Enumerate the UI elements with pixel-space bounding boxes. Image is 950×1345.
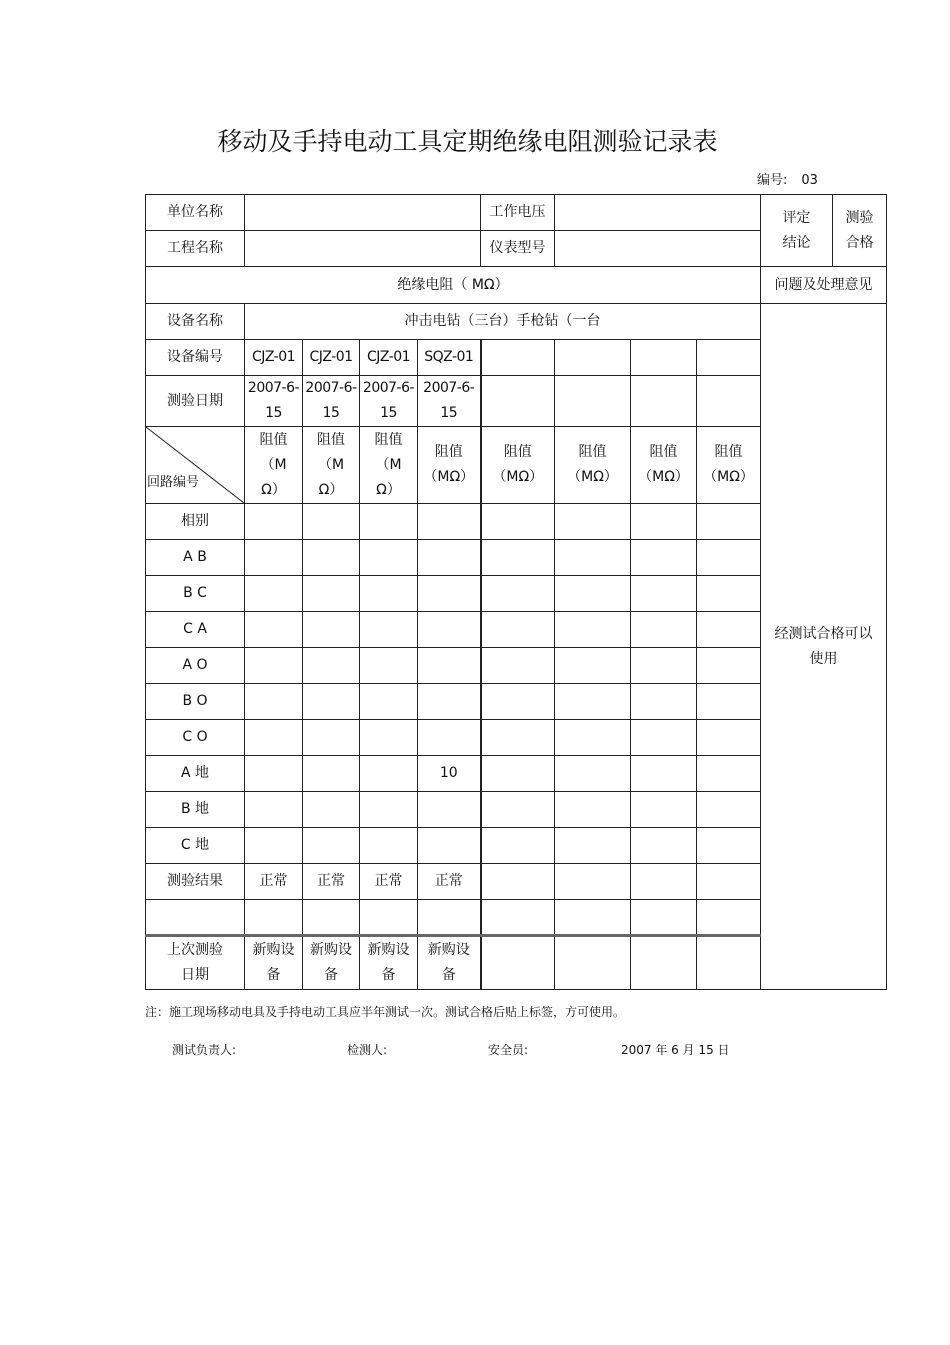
measurement-cell[interactable] <box>555 504 631 540</box>
measurement-cell[interactable] <box>360 504 418 540</box>
unit-header-text: 阻值（MΩ） <box>492 444 544 485</box>
measurement-cell[interactable] <box>697 756 761 792</box>
device-name-value[interactable]: 冲击电钻（三台）手枪钻（一台 <box>245 304 761 340</box>
unit-header-cell <box>481 427 555 504</box>
measurement-cell[interactable] <box>418 612 481 648</box>
row-label: C O <box>146 720 245 756</box>
test-date-cell[interactable] <box>555 376 631 427</box>
measurement-cell[interactable] <box>303 684 360 720</box>
device-number-cell[interactable]: SQZ-01 <box>418 340 481 376</box>
measurement-cell[interactable] <box>555 648 631 684</box>
measurement-cell[interactable] <box>245 648 303 684</box>
document-number-value: 03 <box>801 173 818 188</box>
measurement-cell[interactable] <box>481 504 555 540</box>
unit-header-text: 阻值（MΩ） <box>638 444 689 485</box>
measurement-cell[interactable] <box>697 684 761 720</box>
diagonal-line <box>146 427 244 503</box>
measurement-cell[interactable] <box>418 540 481 576</box>
measurement-cell[interactable]: 10 <box>418 756 481 792</box>
unit-header-cell <box>631 427 697 504</box>
device-number-cell[interactable] <box>631 340 697 376</box>
unit-header-cell <box>303 427 360 504</box>
measurement-cell[interactable] <box>555 756 631 792</box>
test-date-cell[interactable] <box>245 376 303 427</box>
unit-header-text: 阻值（MΩ） <box>423 444 475 485</box>
device-number-cell[interactable] <box>555 340 631 376</box>
device-number-label: 设备编号 <box>146 340 245 376</box>
remark-cell <box>761 304 887 990</box>
last-test-cell[interactable] <box>360 936 418 990</box>
unit-header-cell <box>418 427 481 504</box>
measurement-cell[interactable] <box>360 540 418 576</box>
last-test-cell[interactable] <box>481 936 555 990</box>
device-number-cell[interactable]: CJZ-01 <box>245 340 303 376</box>
measurement-cell[interactable] <box>245 792 303 828</box>
document-number <box>757 169 818 188</box>
measurement-cell[interactable] <box>555 792 631 828</box>
measurement-cell[interactable] <box>360 648 418 684</box>
measurement-cell[interactable] <box>245 756 303 792</box>
row-label: 相别 <box>146 504 245 540</box>
measurement-cell[interactable] <box>245 576 303 612</box>
device-number-cell[interactable]: CJZ-01 <box>303 340 360 376</box>
measurement-cell[interactable] <box>245 504 303 540</box>
issues-header: 问题及处理意见 <box>761 267 887 304</box>
unit-header-cell <box>555 427 631 504</box>
last-test-value: 新购设备 <box>427 942 470 983</box>
unit-header-cell <box>697 427 761 504</box>
test-date-cell[interactable] <box>303 376 360 427</box>
measurement-cell[interactable]: 正常 <box>360 864 418 900</box>
measurement-cell[interactable] <box>418 504 481 540</box>
safety-officer-signature: 安全员: <box>488 1043 529 1057</box>
unit-name-field[interactable] <box>245 195 481 231</box>
measurement-cell[interactable] <box>555 864 631 900</box>
measurement-cell[interactable] <box>481 648 555 684</box>
measurement-cell[interactable] <box>245 900 303 936</box>
device-name-label: 设备名称 <box>146 304 245 340</box>
unit-header-cell <box>245 427 303 504</box>
measurement-cell[interactable] <box>245 540 303 576</box>
measurement-cell[interactable] <box>245 612 303 648</box>
project-name-field[interactable] <box>245 231 481 267</box>
measurement-cell[interactable] <box>697 828 761 864</box>
unit-name-label: 单位名称 <box>146 195 245 231</box>
measurement-cell[interactable]: 正常 <box>418 864 481 900</box>
header-row-1 <box>146 195 887 231</box>
measurement-cell[interactable] <box>418 720 481 756</box>
evaluation-value: 测验合格 <box>833 195 887 267</box>
measurement-cell[interactable] <box>303 540 360 576</box>
last-test-cell[interactable] <box>555 936 631 990</box>
unit-header-text: 阻值（MΩ） <box>703 444 754 485</box>
work-voltage-field[interactable] <box>555 195 761 231</box>
measurement-cell[interactable] <box>303 756 360 792</box>
measurement-cell[interactable] <box>418 792 481 828</box>
work-voltage-label: 工作电压 <box>481 195 555 231</box>
measurement-cell[interactable] <box>481 576 555 612</box>
measurement-cell[interactable] <box>303 648 360 684</box>
measurement-cell[interactable] <box>697 648 761 684</box>
measurement-cell[interactable] <box>360 828 418 864</box>
measurement-cell[interactable] <box>697 720 761 756</box>
test-date-cell[interactable] <box>481 376 555 427</box>
measurement-cell[interactable] <box>481 828 555 864</box>
measurement-cell[interactable] <box>360 684 418 720</box>
measurement-cell[interactable] <box>697 900 761 936</box>
measurement-cell[interactable] <box>555 900 631 936</box>
device-number-cell[interactable]: CJZ-01 <box>360 340 418 376</box>
measurement-cell[interactable] <box>360 792 418 828</box>
measurement-cell[interactable] <box>481 756 555 792</box>
measurement-cell[interactable] <box>418 648 481 684</box>
measurement-cell[interactable] <box>631 684 697 720</box>
test-date-cell[interactable] <box>697 376 761 427</box>
meter-model-label: 仪表型号 <box>481 231 555 267</box>
measurement-cell[interactable] <box>555 540 631 576</box>
measurement-cell[interactable] <box>697 792 761 828</box>
inspector-signature: 检测人: <box>347 1043 388 1057</box>
measurement-cell[interactable] <box>555 720 631 756</box>
measurement-cell[interactable] <box>360 720 418 756</box>
row-label: A O <box>146 648 245 684</box>
circuit-number-header <box>146 427 245 504</box>
measurement-cell[interactable] <box>631 792 697 828</box>
test-date-value: 2007-6-15 <box>423 380 475 421</box>
measurement-cell[interactable] <box>631 612 697 648</box>
measurement-cell[interactable] <box>631 828 697 864</box>
measurement-cell[interactable] <box>555 684 631 720</box>
row-label: A 地 <box>146 756 245 792</box>
device-number-cell[interactable] <box>697 340 761 376</box>
measurement-cell[interactable]: 正常 <box>245 864 303 900</box>
row-label: 测验结果 <box>146 864 245 900</box>
measurement-cell[interactable] <box>631 648 697 684</box>
test-date-value: 2007-6-15 <box>362 380 415 421</box>
evaluation-label: 评定结论 <box>761 195 833 267</box>
measurement-cell[interactable] <box>697 864 761 900</box>
measurement-cell[interactable] <box>303 504 360 540</box>
test-date-value: 2007-6-15 <box>247 380 300 421</box>
row-label: B O <box>146 684 245 720</box>
measurement-cell[interactable] <box>360 900 418 936</box>
signature-date: 2007 年 6 月 15 日 <box>621 1043 730 1057</box>
test-date-value: 2007-6-15 <box>305 380 357 421</box>
circuit-number-label: 回路编号 <box>147 475 200 490</box>
row-label: C 地 <box>146 828 245 864</box>
measurement-cell[interactable] <box>631 504 697 540</box>
measurement-cell[interactable] <box>245 828 303 864</box>
measurement-cell[interactable] <box>697 576 761 612</box>
test-date-cell[interactable] <box>360 376 418 427</box>
meter-model-field[interactable] <box>555 231 761 267</box>
measurement-cell[interactable] <box>303 828 360 864</box>
measurement-cell[interactable] <box>245 684 303 720</box>
project-name-label: 工程名称 <box>146 231 245 267</box>
unit-header-text: 阻值（MΩ） <box>317 431 345 498</box>
last-test-cell[interactable] <box>631 936 697 990</box>
last-test-value: 新购设备 <box>367 942 410 983</box>
last-test-label-text: 上次测验日期 <box>167 942 223 983</box>
row-label: C A <box>146 612 245 648</box>
unit-header-text: 阻值（MΩ） <box>259 431 288 498</box>
last-test-value: 新购设备 <box>310 942 352 983</box>
measurement-cell[interactable] <box>631 900 697 936</box>
measurement-cell[interactable] <box>481 864 555 900</box>
unit-header-cell <box>360 427 418 504</box>
tester-signature: 测试负责人: <box>172 1043 237 1057</box>
header-row-3 <box>146 267 887 304</box>
measurement-cell[interactable] <box>481 792 555 828</box>
measurement-cell[interactable] <box>303 612 360 648</box>
device-number-cell[interactable] <box>481 340 555 376</box>
unit-header-text: 阻值（MΩ） <box>374 431 403 498</box>
last-test-label <box>146 936 245 990</box>
measurement-cell[interactable] <box>418 828 481 864</box>
unit-header-text: 阻值（MΩ） <box>567 444 618 485</box>
insulation-record-table <box>145 194 887 990</box>
test-date-label: 测验日期 <box>146 376 245 427</box>
last-test-cell[interactable] <box>697 936 761 990</box>
document-number-label: 编号: <box>757 173 788 188</box>
measurement-cell[interactable] <box>481 720 555 756</box>
remark-text: 经测试合格可以使用 <box>774 625 873 667</box>
measurement-cell[interactable] <box>303 900 360 936</box>
measurement-cell[interactable] <box>418 576 481 612</box>
measurement-cell[interactable] <box>555 828 631 864</box>
measurement-cell[interactable] <box>418 900 481 936</box>
insulation-resistance-header: 绝缘电阻（ MΩ） <box>146 267 761 304</box>
measurement-cell[interactable] <box>697 612 761 648</box>
last-test-cell[interactable] <box>418 936 481 990</box>
measurement-cell[interactable] <box>303 792 360 828</box>
measurement-cell[interactable] <box>245 720 303 756</box>
measurement-cell[interactable] <box>631 864 697 900</box>
test-date-cell[interactable] <box>418 376 481 427</box>
row-label: B C <box>146 576 245 612</box>
measurement-cell[interactable] <box>303 720 360 756</box>
test-date-cell[interactable] <box>631 376 697 427</box>
measurement-cell[interactable] <box>418 684 481 720</box>
measurement-cell[interactable] <box>697 504 761 540</box>
last-test-cell[interactable] <box>303 936 360 990</box>
row-label: A B <box>146 540 245 576</box>
measurement-cell[interactable] <box>555 576 631 612</box>
measurement-cell[interactable] <box>631 576 697 612</box>
measurement-cell[interactable] <box>360 612 418 648</box>
last-test-value: 新购设备 <box>252 942 295 983</box>
measurement-cell[interactable]: 正常 <box>303 864 360 900</box>
measurement-cell[interactable] <box>360 756 418 792</box>
page-title: 移动及手持电动工具定期绝缘电阻测验记录表 <box>217 127 718 156</box>
measurement-cell[interactable] <box>481 684 555 720</box>
device-name-row <box>146 304 887 340</box>
measurement-cell[interactable] <box>481 900 555 936</box>
measurement-cell[interactable] <box>555 612 631 648</box>
measurement-cell[interactable] <box>303 576 360 612</box>
measurement-cell[interactable] <box>481 612 555 648</box>
measurement-cell[interactable] <box>360 576 418 612</box>
measurement-cell[interactable] <box>697 540 761 576</box>
measurement-cell[interactable] <box>631 720 697 756</box>
row-label: B 地 <box>146 792 245 828</box>
measurement-cell[interactable] <box>631 540 697 576</box>
measurement-cell[interactable] <box>631 756 697 792</box>
row-label <box>146 900 245 936</box>
last-test-cell[interactable] <box>245 936 303 990</box>
measurement-cell[interactable] <box>481 540 555 576</box>
footnote: 注：施工现场移动电具及手持电动工具应半年测试一次。测试合格后贴上标签，方可使用。 <box>145 1005 626 1019</box>
